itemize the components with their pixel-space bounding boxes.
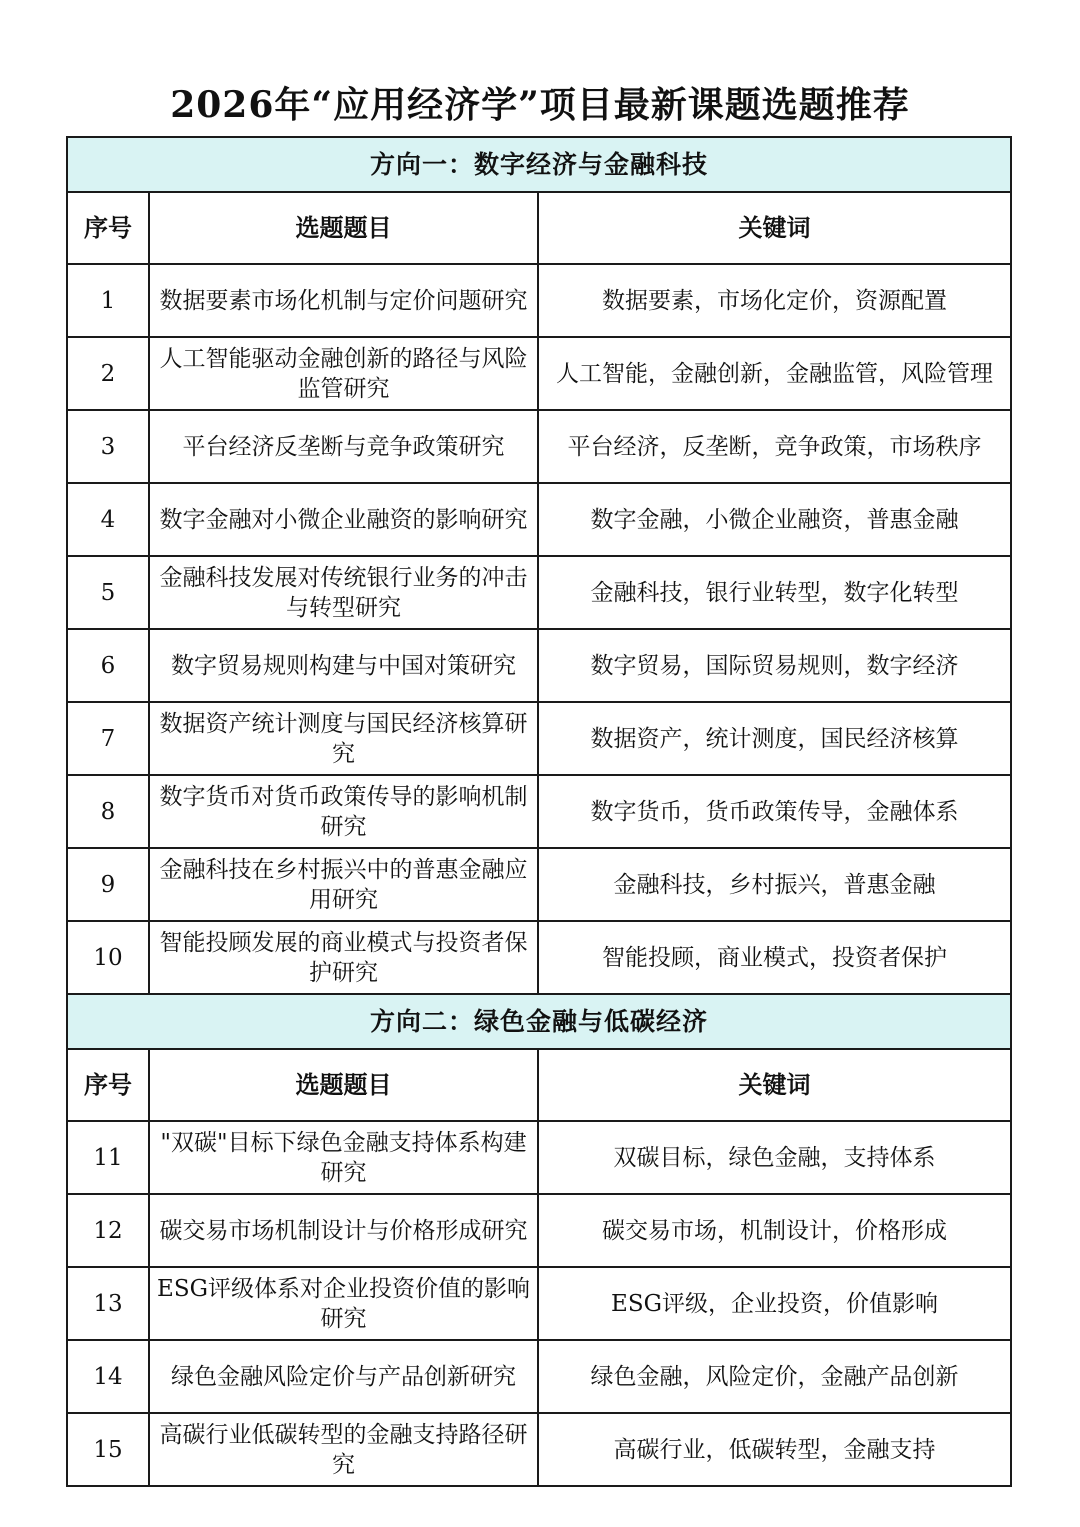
column-header-keywords: 关键词 [538, 1049, 1011, 1121]
topic-keywords: 双碳目标，绿色金融，支持体系 [538, 1121, 1011, 1194]
topic-keywords: 高碳行业，低碳转型，金融支持 [538, 1413, 1011, 1486]
topic-keywords: 平台经济，反垄断，竞争政策，市场秩序 [538, 410, 1011, 483]
topic-keywords: 金融科技，银行业转型，数字化转型 [538, 556, 1011, 629]
table-row [67, 1413, 1011, 1486]
table-row [67, 1121, 1011, 1194]
row-number: 5 [67, 556, 149, 629]
table-row [67, 1194, 1011, 1267]
topics-table [66, 136, 1012, 1487]
table-row [67, 337, 1011, 410]
row-number: 9 [67, 848, 149, 921]
topic-title: 金融科技发展对传统银行业务的冲击与转型研究 [149, 556, 538, 629]
row-number: 3 [67, 410, 149, 483]
topic-title: 数字贸易规则构建与中国对策研究 [149, 629, 538, 702]
topic-keywords: 数字货币，货币政策传导，金融体系 [538, 775, 1011, 848]
table-row [67, 556, 1011, 629]
row-number: 4 [67, 483, 149, 556]
table-row [67, 629, 1011, 702]
topic-title: 数字金融对小微企业融资的影响研究 [149, 483, 538, 556]
topic-keywords: 绿色金融，风险定价，金融产品创新 [538, 1340, 1011, 1413]
table-row [67, 1340, 1011, 1413]
topic-title: 平台经济反垄断与竞争政策研究 [149, 410, 538, 483]
topic-keywords: 数据资产，统计测度，国民经济核算 [538, 702, 1011, 775]
row-number: 15 [67, 1413, 149, 1486]
row-number: 14 [67, 1340, 149, 1413]
table-row [67, 483, 1011, 556]
row-number: 1 [67, 264, 149, 337]
topic-keywords: 数字贸易，国际贸易规则，数字经济 [538, 629, 1011, 702]
topic-title: 绿色金融风险定价与产品创新研究 [149, 1340, 538, 1413]
topic-keywords: 金融科技，乡村振兴，普惠金融 [538, 848, 1011, 921]
table-row [67, 848, 1011, 921]
topic-keywords: ESG评级，企业投资，价值影响 [538, 1267, 1011, 1340]
row-number: 7 [67, 702, 149, 775]
table-row [67, 775, 1011, 848]
column-header-keywords: 关键词 [538, 192, 1011, 264]
row-number: 11 [67, 1121, 149, 1194]
column-header-row [67, 1049, 1011, 1121]
column-header-no: 序号 [67, 1049, 149, 1121]
row-number: 10 [67, 921, 149, 994]
topic-keywords: 人工智能，金融创新，金融监管，风险管理 [538, 337, 1011, 410]
topic-title: ESG评级体系对企业投资价值的影响研究 [149, 1267, 538, 1340]
section-heading: 方向二：绿色金融与低碳经济 [67, 994, 1011, 1049]
topic-title: 高碳行业低碳转型的金融支持路径研究 [149, 1413, 538, 1486]
topic-keywords: 数据要素，市场化定价，资源配置 [538, 264, 1011, 337]
column-header-row [67, 192, 1011, 264]
topic-keywords: 智能投顾，商业模式，投资者保护 [538, 921, 1011, 994]
topic-keywords: 碳交易市场，机制设计，价格形成 [538, 1194, 1011, 1267]
topic-title: 智能投顾发展的商业模式与投资者保护研究 [149, 921, 538, 994]
table-row [67, 702, 1011, 775]
topic-title: "双碳"目标下绿色金融支持体系构建研究 [149, 1121, 538, 1194]
topic-title: 碳交易市场机制设计与价格形成研究 [149, 1194, 538, 1267]
topic-title: 数字货币对货币政策传导的影响机制研究 [149, 775, 538, 848]
row-number: 6 [67, 629, 149, 702]
section-heading-row [67, 994, 1011, 1049]
topic-keywords: 数字金融，小微企业融资，普惠金融 [538, 483, 1011, 556]
table-row [67, 264, 1011, 337]
table-row [67, 410, 1011, 483]
column-header-topic: 选题题目 [149, 192, 538, 264]
section-heading-row [67, 137, 1011, 192]
topic-title: 数据要素市场化机制与定价问题研究 [149, 264, 538, 337]
table-row [67, 1267, 1011, 1340]
row-number: 8 [67, 775, 149, 848]
topic-title: 人工智能驱动金融创新的路径与风险监管研究 [149, 337, 538, 410]
row-number: 12 [67, 1194, 149, 1267]
topic-title: 金融科技在乡村振兴中的普惠金融应用研究 [149, 848, 538, 921]
topic-title: 数据资产统计测度与国民经济核算研究 [149, 702, 538, 775]
table-row [67, 921, 1011, 994]
section-heading: 方向一：数字经济与金融科技 [67, 137, 1011, 192]
document-title: 2026年“应用经济学”项目最新课题选题推荐 [170, 84, 910, 126]
row-number: 13 [67, 1267, 149, 1340]
column-header-topic: 选题题目 [149, 1049, 538, 1121]
row-number: 2 [67, 337, 149, 410]
column-header-no: 序号 [67, 192, 149, 264]
